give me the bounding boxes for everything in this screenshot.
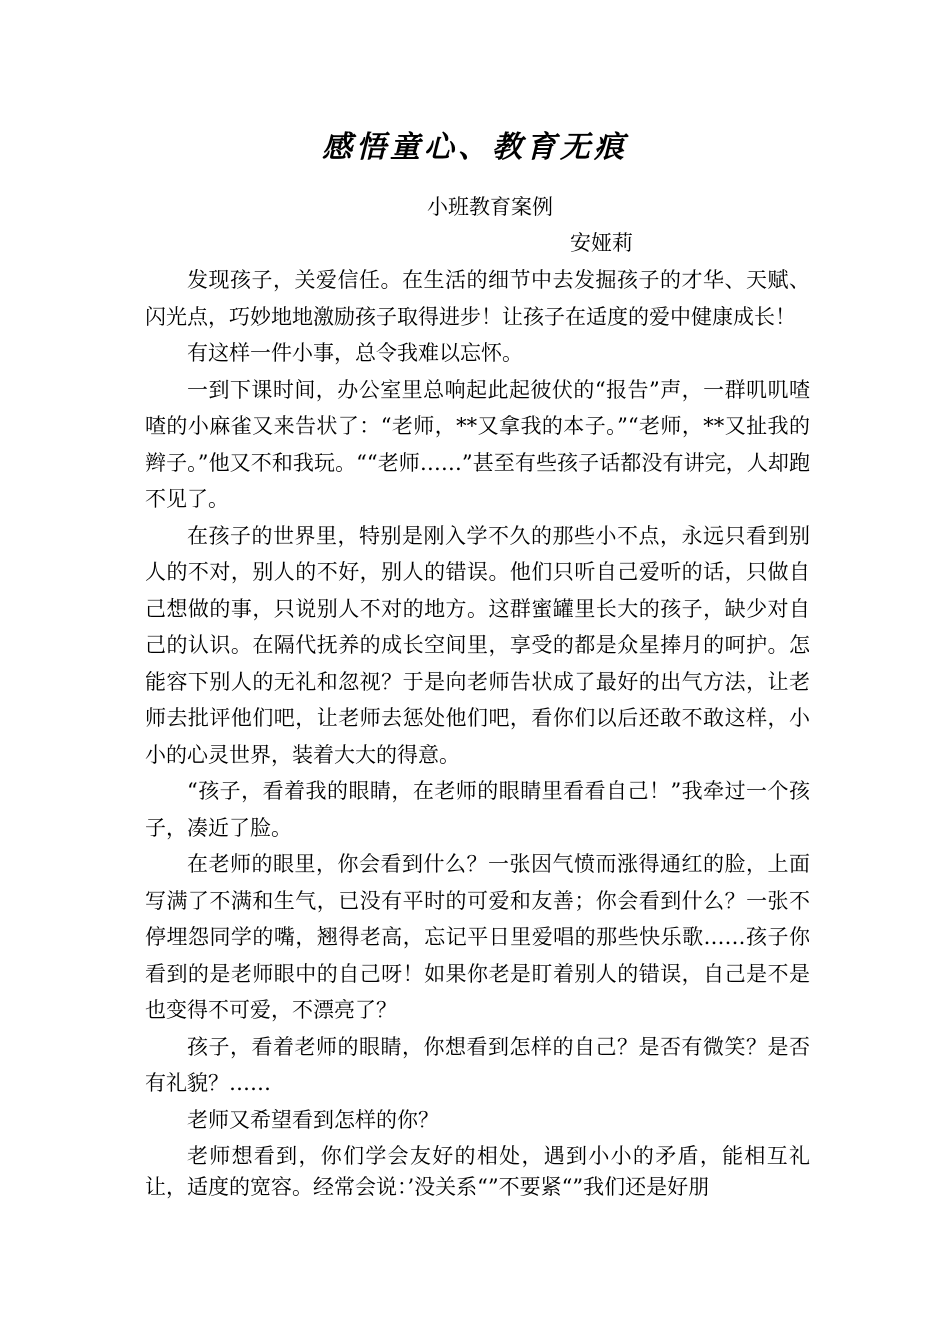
paragraph: 老师又希望看到怎样的你？ (187, 1107, 439, 1132)
document-body (145, 262, 810, 1203)
paragraph: 老师想看到，你们学会友好的相处，遇到小小的矛盾，能相互礼让，适度的宽容。经常会说：’没关系“”不要紧“”我们还是好朋 (145, 1144, 810, 1199)
paragraph: 一到下课时间，办公室里总响起此起彼伏的“报告”声，一群叽叽喳喳的小麻雀又来告状了：“老师，**又拿我的本子。”“老师，**又扯我的辫子。”他又不和我玩。““老师……”甚至有些孩子话都没有讲完，人却跑不见了。 (145, 377, 810, 511)
paragraph: 在老师的眼里，你会看到什么？一张因气愤而涨得通红的脸，上面写满了不满和生气，已没有平时的可爱和友善；你会看到什么？一张不停埋怨同学的嘴，翘得老高，忘记平日里爱唱的那些快乐歌……孩子你看到的是老师眼中的自己呀！如果你老是盯着别人的错误，自己是不是也变得不可爱，不漂亮了？ (145, 852, 810, 1022)
document-author: 安娅莉 (570, 231, 633, 255)
document-subtitle: 小班教育案例 (427, 195, 553, 219)
paragraph: “孩子，看着我的眼睛，在老师的眼睛里看看自己！”我牵过一个孩子，凑近了脸。 (145, 779, 810, 840)
paragraph: 发现孩子，关爱信任。在生活的细节中去发掘孩子的才华、天赋、闪光点，巧妙地地激励孩子取得进步！让孩子在适度的爱中健康成长！ (145, 268, 810, 329)
document-title: 感悟童心、教育无痕 (322, 130, 628, 165)
paragraph: 孩子，看着老师的眼睛，你想看到怎样的自己？是否有微笑？是否有礼貌？…… (145, 1034, 810, 1095)
paragraph: 有这样一件小事，总令我难以忘怀。 (187, 341, 523, 365)
paragraph: 在孩子的世界里，特别是刚入学不久的那些小不点，永远只看到别人的不对，别人的不好，别人的错误。他们只听自己爱听的话，只做自己想做的事，只说别人不对的地方。这群蜜罐里长大的孩子，缺少对自己的认识。在隔代抚养的成长空间里，享受的都是众星捧月的呵护。怎能容下别人的无礼和忽视？于是向老师告状成了最好的出气方法，让老师去批评他们吧，让老师去惩处他们吧，看你们以后还敢不敢这样，小小的心灵世界，装着大大的得意。 (145, 523, 810, 767)
